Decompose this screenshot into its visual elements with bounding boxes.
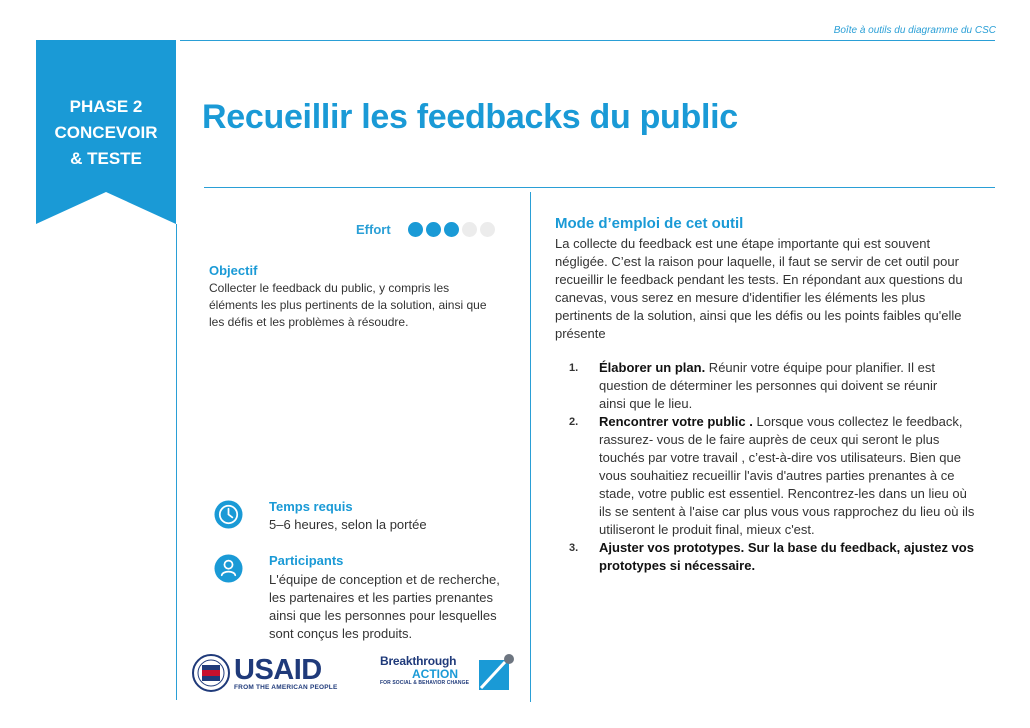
step-line: vous souhaitiez recueillir l'avis d'autres parties prenantes à ce: [599, 468, 955, 483]
mode-line: La collecte du feedback est une étape importante qui est souvent: [555, 236, 931, 251]
effort-dot-filled: [408, 222, 423, 237]
step-number: 2.: [569, 416, 579, 428]
left-divider: [176, 224, 177, 700]
clock-icon: [214, 500, 243, 534]
step-title: Rencontrer votre public .: [599, 414, 753, 429]
step-title: Ajuster vos prototypes.: [599, 540, 745, 555]
page-title: Recueillir les feedbacks du public: [202, 98, 738, 136]
mode-line: négligée. C’est la raison pour laquelle, il faut se servir de cet outil pour: [555, 254, 959, 269]
breakthrough-action-logo: [380, 654, 517, 692]
ba-line1: Breakthrough: [380, 654, 457, 668]
mode-heading: Mode d’emploi de cet outil: [555, 215, 744, 232]
effort-dot-filled: [444, 222, 459, 237]
objectif-line: les défis et les problèmes à résoudre.: [209, 315, 409, 329]
step-line: ils se sentent à l'aise car plus vous vous rapprochez du lieu où ils: [599, 504, 975, 519]
usaid-wordmark: USAID: [234, 653, 322, 686]
mode-line: pertinents de la solution, ainsi que les défis ou les points faibles qu'elle: [555, 308, 962, 323]
header-note: Boîte à outils du diagramme du CSC: [833, 25, 996, 36]
ba-line2: ACTION: [412, 667, 458, 681]
title-rule: [204, 187, 995, 188]
participants-line: ainsi que les personnes pour lesquelles: [269, 608, 497, 623]
step-number: 3.: [569, 542, 579, 554]
step-number: 1.: [569, 362, 579, 374]
person-icon: [214, 554, 243, 588]
step-line: question de déterminer les personnes qui doivent se réunir: [599, 378, 938, 393]
banner-line-phase: PHASE 2: [69, 97, 143, 116]
objectif-line: éléments les plus pertinents de la solution, ainsi que: [209, 298, 487, 312]
mode-line: canevas, vous serez en mesure d'identifier les éléments les plus: [555, 290, 926, 305]
effort-meter: [408, 222, 495, 237]
banner-line-teste: & TESTE: [70, 149, 142, 168]
step-line: stade, votre public est essentiel. Rencontrez-les dans un lieu où: [599, 486, 967, 501]
phase-banner: [36, 40, 176, 224]
effort-dot-empty: [480, 222, 495, 237]
temps-heading: Temps requis: [269, 499, 353, 514]
step-text: Lorsque vous collectez le feedback,: [752, 414, 963, 429]
step-line: utiliseront le produit final, mieux c'est.: [599, 522, 815, 537]
ba-line3: FOR SOCIAL & BEHAVIOR CHANGE: [380, 680, 470, 686]
ba-mark-icon: [471, 654, 517, 692]
step-text: Réunir votre équipe pour planifier. Il est: [705, 360, 935, 375]
step-title: Élaborer un plan.: [599, 360, 706, 375]
usaid-tagline: FROM THE AMERICAN PEOPLE: [234, 683, 338, 691]
participants-line: sont conçus les produits.: [269, 626, 413, 641]
objectif-heading: Objectif: [209, 263, 258, 278]
step-item: [569, 539, 984, 575]
step-item: [569, 413, 984, 539]
center-divider: [530, 192, 531, 702]
usaid-logo: [192, 654, 338, 692]
objectif-text: [209, 280, 509, 331]
step-line: prototypes si nécessaire.: [599, 558, 756, 573]
mode-text: [555, 235, 990, 343]
banner-line-concevoir: CONCEVOIR: [54, 123, 158, 142]
step-line: ainsi que le lieu.: [599, 396, 693, 411]
participants-text: [269, 571, 519, 643]
participants-line: L'équipe de conception et de recherche,: [269, 572, 500, 587]
effort-dot-filled: [426, 222, 441, 237]
step-line: rassurez- vous de le faire auprès de ceux qui seront le plus: [599, 432, 940, 447]
usaid-seal-icon: [192, 654, 230, 692]
step-item: [569, 359, 984, 413]
objectif-line: Collecter le feedback du public, y compris les: [209, 281, 450, 295]
step-text: Sur la base du feedback, ajustez vos: [744, 540, 974, 555]
participants-heading: Participants: [269, 553, 344, 568]
mode-line: présente: [555, 326, 606, 341]
effort-dot-empty: [462, 222, 477, 237]
effort-label: Effort: [356, 222, 391, 237]
step-line: touchés par votre travail , c’est-à-dire vos utilisateurs. Bien que: [599, 450, 962, 465]
participants-line: les partenaires et les parties prenantes: [269, 590, 494, 605]
top-rule: [180, 40, 995, 41]
steps-list: [569, 359, 984, 575]
temps-text: 5–6 heures, selon la portée: [269, 517, 427, 532]
mode-line: recueillir le feedback pendant les tests. En répondant aux questions du: [555, 272, 963, 287]
